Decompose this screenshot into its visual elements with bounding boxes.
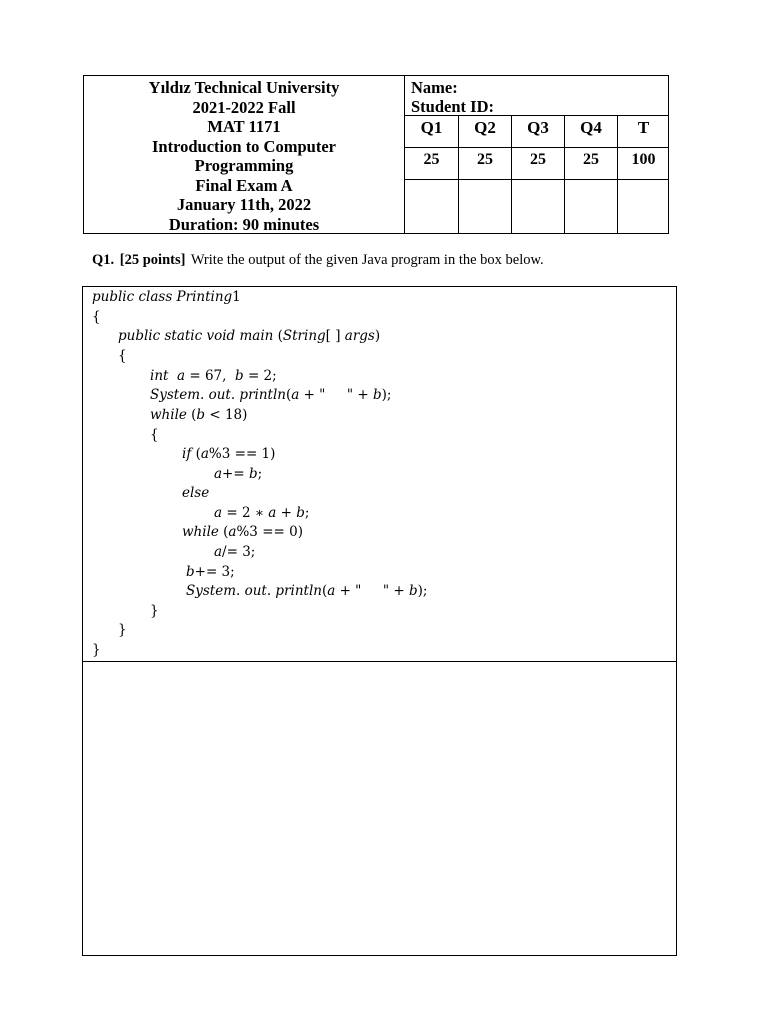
score-q1[interactable]: [405, 179, 458, 234]
code-line: 𝑤ℎ𝑖𝑙𝑒 (𝑎%3 == 0): [182, 524, 303, 540]
code-box: [82, 286, 677, 662]
code-line: 𝑎 = 2 ∗ 𝑎 + 𝑏;: [214, 505, 310, 521]
exam-duration: Duration: 90 minutes: [168, 214, 320, 234]
course-code: MAT 1171: [207, 117, 281, 136]
exam-header: [83, 75, 669, 234]
points-q2: 25: [458, 147, 511, 179]
exam-title: Final Exam A: [195, 175, 293, 195]
code-line: 𝑤ℎ𝑖𝑙𝑒 (𝑏 < 18): [150, 407, 248, 423]
col-header-total: T: [617, 115, 669, 147]
points-q1: 25: [405, 147, 458, 179]
code-line: 𝑆𝑦𝑠𝑡𝑒𝑚. 𝑜𝑢𝑡. 𝑝𝑟𝑖𝑛𝑡𝑙𝑛(𝑎 + " " + 𝑏);: [150, 387, 392, 403]
question-points: [25 points]: [119, 252, 186, 268]
code-line: 𝑏+= 3;: [186, 564, 235, 580]
code-line: 𝑖𝑓 (𝑎%3 == 1): [182, 446, 276, 462]
term: 2021-2022 Fall: [192, 97, 296, 117]
code-line: {: [118, 348, 127, 364]
course-name-line1: Introduction to Computer: [152, 136, 336, 156]
col-header-q4: Q4: [564, 115, 617, 147]
student-id-label: Student ID:: [411, 97, 494, 116]
code-line: 𝑝𝑢𝑏𝑙𝑖𝑐 𝑠𝑡𝑎𝑡𝑖𝑐 𝑣𝑜𝑖𝑑 𝑚𝑎𝑖𝑛 (𝑆𝑡𝑟𝑖𝑛𝑔[ ] 𝑎𝑟𝑔𝑠): [118, 328, 381, 344]
score-q2[interactable]: [458, 179, 511, 234]
points-total: 100: [617, 147, 669, 179]
score-q3[interactable]: [511, 179, 564, 234]
code-line: 𝑎+= 𝑏;: [214, 466, 263, 482]
code-line: 𝑆𝑦𝑠𝑡𝑒𝑚. 𝑜𝑢𝑡. 𝑝𝑟𝑖𝑛𝑡𝑙𝑛(𝑎 + " " + 𝑏);: [186, 583, 428, 599]
points-q3: 25: [511, 147, 564, 179]
course-name-line2: Programming: [194, 156, 294, 175]
exam-date: January 11th, 2022: [176, 195, 312, 214]
course-info: [84, 76, 405, 233]
code-line: }: [150, 603, 159, 619]
code-line: 𝑒𝑙𝑠𝑒: [182, 485, 210, 501]
score-q4[interactable]: [564, 179, 617, 234]
score-total[interactable]: [617, 179, 669, 234]
question-number: Q1.: [92, 252, 115, 268]
name-label: Name:: [411, 78, 458, 97]
code-line: }: [92, 642, 101, 658]
grade-table: [405, 76, 668, 233]
code-line: 𝑖𝑛𝑡 𝑎 = 67, 𝑏 = 2;: [150, 368, 277, 384]
col-header-q1: Q1: [405, 115, 458, 147]
question-text: Write the output of the given Java program in the box below.: [190, 252, 544, 268]
answer-box[interactable]: [82, 661, 677, 956]
university-name: Yıldız Technical University: [148, 78, 340, 97]
code-line: }: [118, 622, 127, 638]
code-line: {: [92, 309, 101, 325]
code-line: {: [150, 427, 159, 443]
code-line: 𝑝𝑢𝑏𝑙𝑖𝑐 𝑐𝑙𝑎𝑠𝑠 𝑃𝑟𝑖𝑛𝑡𝑖𝑛𝑔1: [92, 289, 241, 305]
question-statement: [92, 252, 544, 269]
col-header-q3: Q3: [511, 115, 564, 147]
col-header-q2: Q2: [458, 115, 511, 147]
points-q4: 25: [564, 147, 617, 179]
code-line: 𝑎/= 3;: [214, 544, 256, 560]
